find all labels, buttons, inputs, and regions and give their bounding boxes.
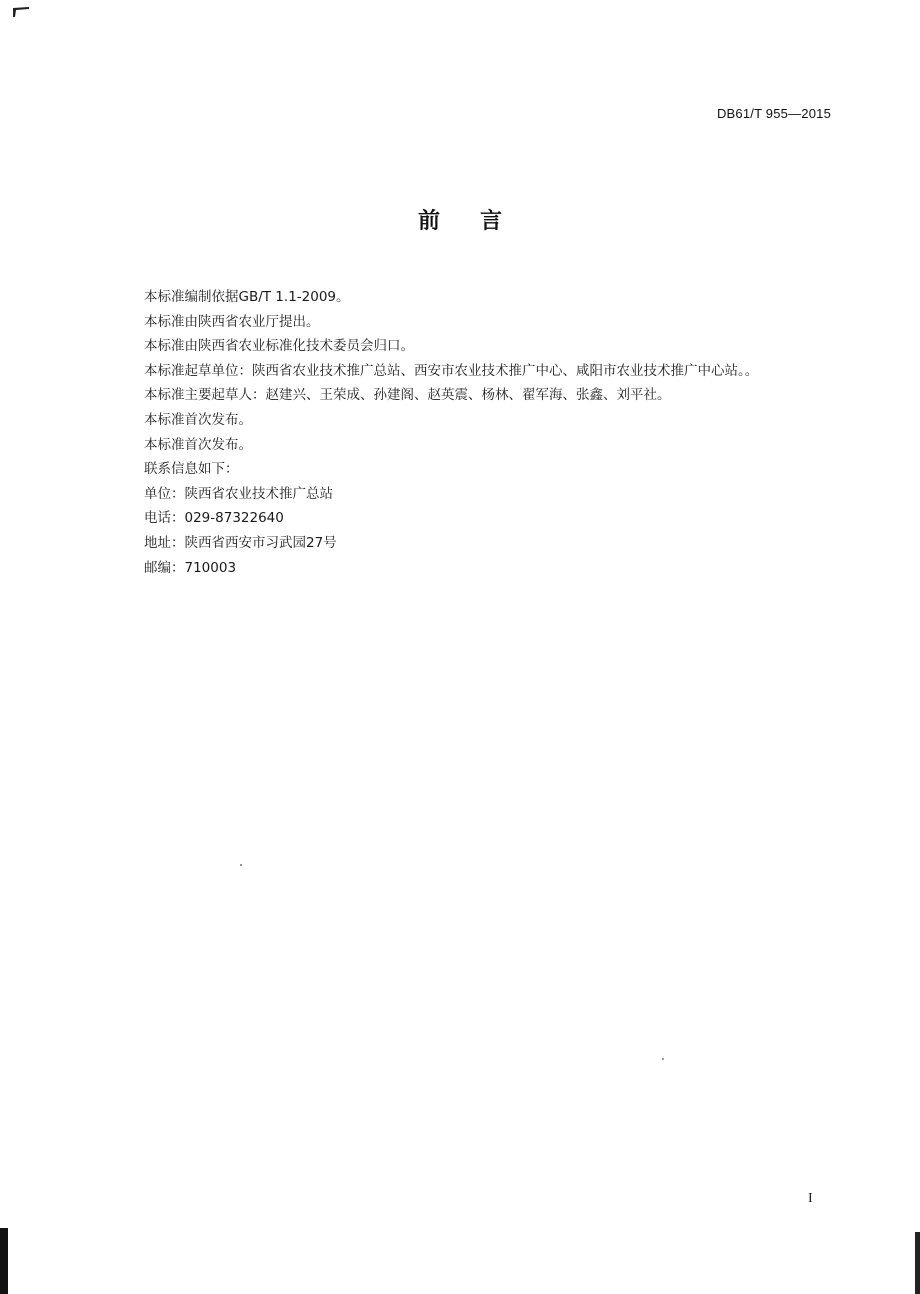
foreword-body [110, 285, 835, 580]
paragraph-drafting-units: 本标准起草单位：陕西省农业技术推广总站、西安市农业技术推广中心、咸阳市农业技术推广中心站。。 [144, 362, 759, 379]
contact-phone: 电话：029-87322640 [144, 510, 284, 527]
scan-edge-right [915, 1232, 920, 1294]
paragraph-first-release-repeat: 本标准首次发布。 [144, 436, 252, 453]
paragraph-contact-heading: 联系信息如下： [144, 461, 239, 478]
standard-code: DB61/T 955—2015 [716, 106, 831, 121]
scan-edge-left [0, 1228, 8, 1294]
paragraph-proposer: 本标准由陕西省农业厅提出。 [144, 313, 320, 330]
scan-speck [662, 1058, 664, 1060]
contact-address: 地址：陕西省西安市习武园27号 [144, 534, 337, 551]
paragraph-committee: 本标准由陕西省农业标准化技术委员会归口。 [144, 338, 414, 355]
paragraph-first-release: 本标准首次发布。 [144, 411, 252, 428]
scan-corner-mark [12, 6, 30, 18]
contact-postcode: 邮编：710003 [144, 559, 237, 576]
page-number: I [808, 1191, 813, 1206]
scan-speck [240, 864, 242, 866]
paragraph-drafters: 本标准主要起草人：赵建兴、王荣成、孙建阁、赵英震、杨林、翟军海、张鑫、刘平社。 [144, 387, 671, 404]
page-title: 前言 [417, 209, 542, 234]
paragraph-basis: 本标准编制依据GB/T 1.1-2009。 [144, 289, 350, 305]
contact-unit: 单位：陕西省农业技术推广总站 [144, 485, 333, 502]
